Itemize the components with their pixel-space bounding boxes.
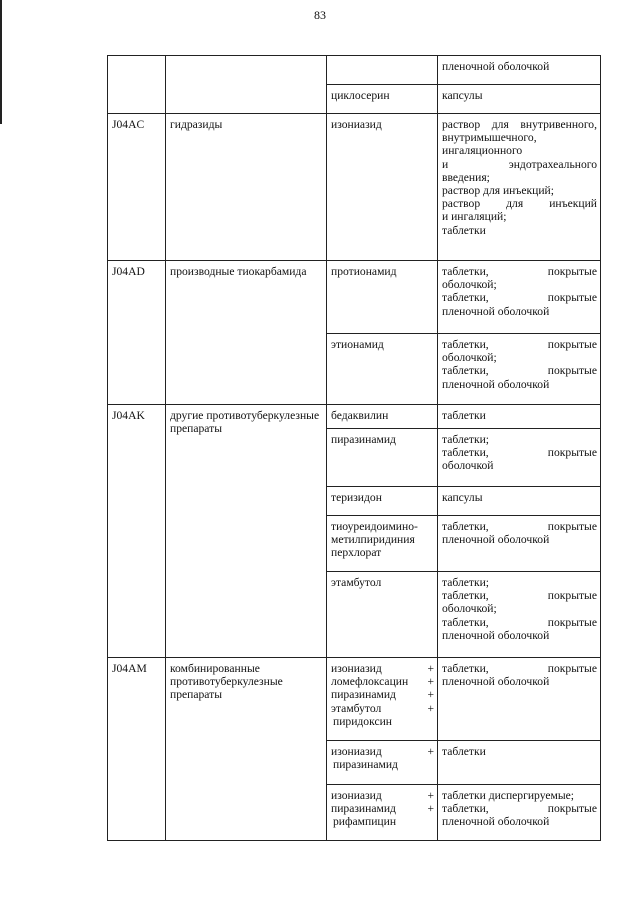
inn-cell: этионамид (327, 334, 438, 405)
inn-line: пиразинамид (333, 758, 398, 772)
form-line: таблетки; (442, 576, 490, 589)
atc-code-cell: J04AM (108, 658, 166, 841)
form-line: введения; (442, 170, 490, 184)
form-cell: таблетки (438, 741, 601, 785)
form-line: пленочной оболочкой (442, 675, 550, 689)
form-line: пленочной оболочкой (442, 533, 550, 547)
group-cell (166, 56, 327, 114)
inn-line: пиразинамид (331, 802, 396, 816)
form-line: таблетки, покрытые (442, 615, 597, 629)
table-row (108, 114, 601, 261)
form-line: внутримышечного, (442, 131, 537, 145)
form-cell: пленочной оболочкой (438, 56, 601, 85)
inn-line: пиридоксин (333, 714, 393, 728)
form-cell (438, 429, 601, 487)
form-line: таблетки, покрытые (442, 520, 597, 533)
form-line: ингаляционного (442, 144, 523, 158)
atc-code-cell (108, 56, 166, 114)
plus-sign: + (427, 662, 434, 675)
form-line: таблетки, покрытые (442, 265, 597, 278)
form-line: пленочной оболочкой (442, 377, 550, 391)
atc-code-cell: J04AD (108, 261, 166, 405)
form-cell (438, 114, 601, 261)
inn-cell (327, 741, 438, 785)
inn-line: изониазид (331, 789, 382, 802)
inn-line: изониазид (331, 745, 382, 758)
form-cell: таблетки (438, 405, 601, 429)
plus-sign: + (427, 675, 434, 689)
inn-cell: циклосерин (327, 85, 438, 114)
plus-sign: + (427, 789, 434, 802)
form-line: и ингаляций; (442, 210, 507, 224)
form-line: пленочной оболочкой (442, 304, 550, 318)
group-cell: другие противотуберкулезные препараты (166, 405, 327, 658)
inn-cell (327, 516, 438, 572)
inn-line: ломефлоксацин (331, 675, 409, 689)
form-cell: капсулы (438, 85, 601, 114)
form-line: таблетки, покрытые (442, 802, 597, 816)
inn-cell: протионамид (327, 261, 438, 334)
table-row (108, 56, 601, 85)
form-line: раствор для инъекций (442, 197, 597, 211)
inn-cell (327, 658, 438, 741)
form-cell: капсулы (438, 487, 601, 516)
form-line: таблетки, покрытые (442, 662, 597, 675)
form-line: таблетки, покрытые (442, 589, 597, 603)
form-cell (438, 334, 601, 405)
form-line: таблетки диспергируемые; (442, 789, 574, 802)
form-line: оболочкой; (442, 278, 497, 292)
form-cell (438, 261, 601, 334)
form-cell (438, 785, 601, 841)
atc-code-cell: J04AC (108, 114, 166, 261)
page-number: 83 (314, 8, 326, 22)
inn-line: изониазид (331, 662, 382, 675)
form-line: пленочной оболочкой (442, 815, 550, 829)
form-line: раствор для инъекций; (442, 184, 554, 198)
inn-cell (327, 56, 438, 85)
form-line: таблетки, покрытые (442, 291, 597, 305)
form-line: раствор для внутривенного, (442, 118, 597, 131)
form-line: пленочной оболочкой (442, 628, 550, 642)
inn-line: этамбутол (331, 701, 382, 715)
form-cell (438, 516, 601, 572)
form-line: оболочкой (442, 459, 494, 473)
table-row (108, 405, 601, 429)
form-line: и эндотрахеального (442, 157, 597, 171)
form-line: таблетки, покрытые (442, 338, 597, 351)
inn-cell: теризидон (327, 487, 438, 516)
table-row (108, 261, 601, 334)
inn-line: тиоуреидоимино- (331, 520, 418, 533)
form-line: таблетки, покрытые (442, 364, 597, 378)
form-line: таблетки (442, 223, 486, 237)
inn-cell: изониазид (327, 114, 438, 261)
atc-code-cell: J04AK (108, 405, 166, 658)
form-line: таблетки, покрытые (442, 446, 597, 460)
form-line: оболочкой; (442, 351, 497, 365)
table-row (108, 658, 601, 741)
plus-sign: + (427, 701, 434, 715)
group-cell: производные тиокарбамида (166, 261, 327, 405)
form-line: таблетки; (442, 433, 490, 446)
inn-cell (327, 785, 438, 841)
form-line: оболочкой; (442, 602, 497, 616)
inn-cell: этамбутол (327, 572, 438, 658)
group-cell: комбинированные противотуберкулезные препараты (166, 658, 327, 841)
inn-line: рифампицин (333, 815, 397, 829)
form-cell (438, 572, 601, 658)
plus-sign: + (427, 745, 434, 758)
inn-line: пиразинамид (331, 688, 396, 702)
form-cell (438, 658, 601, 741)
drug-table (107, 55, 601, 841)
inn-line: перхлорат (331, 546, 382, 560)
plus-sign: + (427, 688, 434, 702)
inn-cell: пиразинамид (327, 429, 438, 487)
inn-line: метилпиридиния (331, 533, 415, 547)
inn-cell: бедаквилин (327, 405, 438, 429)
group-cell: гидразиды (166, 114, 327, 261)
plus-sign: + (427, 802, 434, 816)
